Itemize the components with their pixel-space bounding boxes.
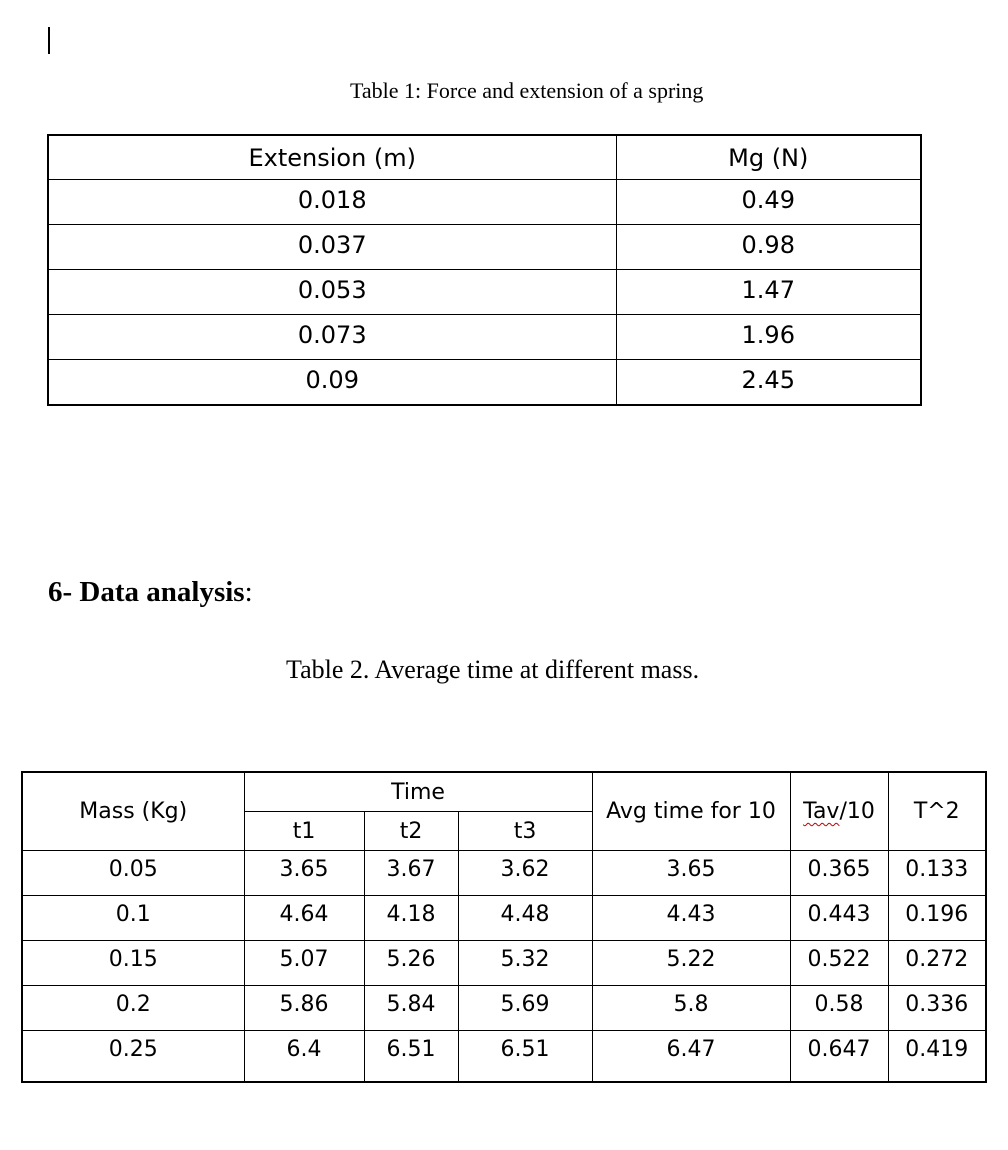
t2-header: t2 xyxy=(364,812,458,851)
t-squared-cell: 0.336 xyxy=(888,986,986,1031)
section-heading-colon: : xyxy=(244,576,253,608)
tav-cell: 0.522 xyxy=(790,941,888,986)
table-header-row xyxy=(22,772,986,812)
force-extension-table xyxy=(47,134,922,406)
mass-header: Mass (Kg) xyxy=(22,772,244,851)
mg-header: Mg (N) xyxy=(616,135,921,180)
tav-header-suffix: /10 xyxy=(839,799,875,824)
t1-cell: 5.07 xyxy=(244,941,364,986)
mg-cell: 1.96 xyxy=(616,315,921,360)
t2-cell: 3.67 xyxy=(364,851,458,896)
extension-header: Extension (m) xyxy=(48,135,616,180)
t1-cell: 3.65 xyxy=(244,851,364,896)
extension-cell: 0.073 xyxy=(48,315,616,360)
table1-caption: Table 1: Force and extension of a spring xyxy=(350,78,704,103)
t3-header: t3 xyxy=(458,812,592,851)
tav-cell: 0.647 xyxy=(790,1031,888,1083)
avg-time-cell: 6.47 xyxy=(592,1031,790,1083)
t3-cell: 6.51 xyxy=(458,1031,592,1083)
mg-cell: 0.98 xyxy=(616,225,921,270)
mass-cell: 0.15 xyxy=(22,941,244,986)
t3-cell: 5.32 xyxy=(458,941,592,986)
table-header-row xyxy=(48,135,921,180)
t2-cell: 5.84 xyxy=(364,986,458,1031)
table-row xyxy=(22,941,986,986)
table-row xyxy=(48,180,921,225)
t3-cell: 4.48 xyxy=(458,896,592,941)
table-row xyxy=(48,360,921,406)
tav-header-prefix: Tav xyxy=(803,799,840,824)
t1-header: t1 xyxy=(244,812,364,851)
tav-cell: 0.58 xyxy=(790,986,888,1031)
mass-cell: 0.25 xyxy=(22,1031,244,1083)
t1-cell: 6.4 xyxy=(244,1031,364,1083)
avg-time-cell: 3.65 xyxy=(592,851,790,896)
t2-cell: 4.18 xyxy=(364,896,458,941)
t-squared-cell: 0.272 xyxy=(888,941,986,986)
t-squared-header: T^2 xyxy=(888,772,986,851)
tav-header xyxy=(790,772,888,851)
avg-time-header: Avg time for 10 xyxy=(592,772,790,851)
table-row xyxy=(22,1031,986,1083)
t2-cell: 6.51 xyxy=(364,1031,458,1083)
t3-cell: 5.69 xyxy=(458,986,592,1031)
mass-cell: 0.05 xyxy=(22,851,244,896)
table-row xyxy=(22,986,986,1031)
extension-cell: 0.053 xyxy=(48,270,616,315)
section-heading-text: 6- Data analysis xyxy=(48,576,245,608)
mg-cell: 1.47 xyxy=(616,270,921,315)
table-row xyxy=(22,851,986,896)
t3-cell: 3.62 xyxy=(458,851,592,896)
t-squared-cell: 0.133 xyxy=(888,851,986,896)
extension-cell: 0.09 xyxy=(48,360,616,406)
average-time-table xyxy=(21,771,987,1083)
table-row xyxy=(48,270,921,315)
mass-cell: 0.2 xyxy=(22,986,244,1031)
extension-cell: 0.037 xyxy=(48,225,616,270)
table-row xyxy=(48,315,921,360)
avg-time-cell: 4.43 xyxy=(592,896,790,941)
mg-cell: 2.45 xyxy=(616,360,921,406)
mass-cell: 0.1 xyxy=(22,896,244,941)
extension-cell: 0.018 xyxy=(48,180,616,225)
tav-cell: 0.443 xyxy=(790,896,888,941)
section-heading xyxy=(48,576,253,609)
t-squared-cell: 0.419 xyxy=(888,1031,986,1083)
avg-time-cell: 5.8 xyxy=(592,986,790,1031)
tav-cell: 0.365 xyxy=(790,851,888,896)
table2-caption: Table 2. Average time at different mass. xyxy=(286,655,700,684)
mg-cell: 0.49 xyxy=(616,180,921,225)
t1-cell: 5.86 xyxy=(244,986,364,1031)
table-row xyxy=(48,225,921,270)
t1-cell: 4.64 xyxy=(244,896,364,941)
t2-cell: 5.26 xyxy=(364,941,458,986)
table-row xyxy=(22,896,986,941)
text-cursor xyxy=(48,27,50,54)
avg-time-cell: 5.22 xyxy=(592,941,790,986)
t-squared-cell: 0.196 xyxy=(888,896,986,941)
time-header: Time xyxy=(244,772,592,812)
